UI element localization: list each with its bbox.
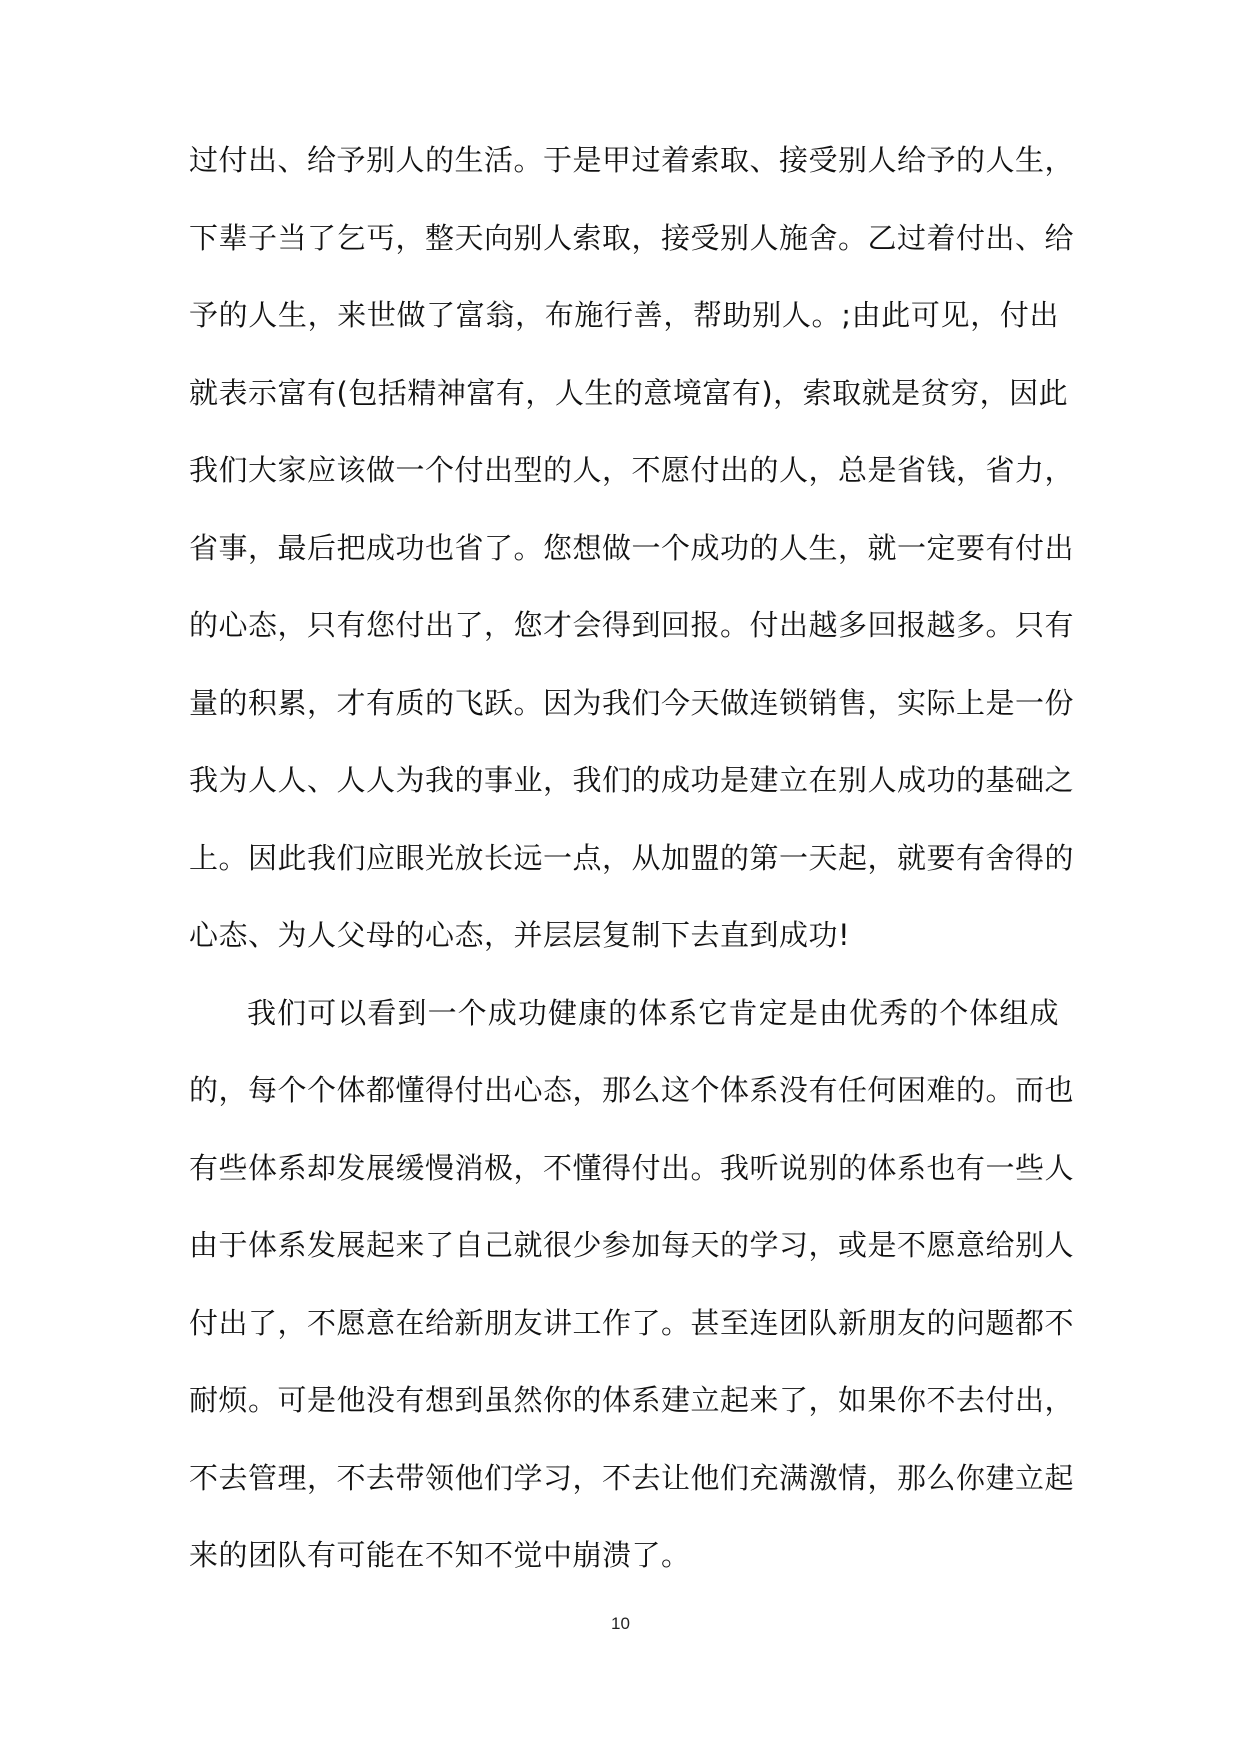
text-line: 来的团队有可能在不知不觉中崩溃了。 [189,1538,691,1572]
text-line: 我们大家应该做一个付出型的人，不愿付出的人，总是省钱，省力， [189,453,1075,487]
text-line: 的，每个个体都懂得付出心态，那么这个体系没有任何困难的。而也 [189,1073,1075,1107]
text-line: 付出了，不愿意在给新朋友讲工作了。甚至连团队新朋友的问题都不 [189,1305,1075,1340]
text-line: 的心态，只有您付出了，您才会得到回报。付出越多回报越多。只有 [189,608,1075,642]
text-line: 省事，最后把成功也省了。您想做一个成功的人生，就一定要有付出 [189,530,1075,565]
page-number: 10 [611,1614,630,1633]
paragraph-first-line: 我们可以看到一个成功健康的体系它肯定是由优秀的个体组成 [247,995,1059,1030]
text-line: 上。因此我们应眼光放长远一点，从加盟的第一天起，就要有舍得的 [189,840,1075,875]
text-line: 心态、为人父母的心态，并层层复制下去直到成功! [189,918,851,952]
text-line: 就表示富有(包括精神富有，人生的意境富有)，索取就是贫穷，因此 [189,375,1069,410]
text-line: 予的人生，来世做了富翁，布施行善，帮助别人。;由此可见，付出 [189,298,1059,332]
text-line: 有些体系却发展缓慢消极，不懂得付出。我听说别的体系也有一些人 [189,1150,1075,1185]
text-line: 过付出、给予别人的生活。于是甲过着索取、接受别人给予的人生， [189,143,1075,177]
text-line: 由于体系发展起来了自己就很少参加每天的学习，或是不愿意给别人 [189,1228,1075,1262]
text-line: 下辈子当了乞丐，整天向别人索取，接受别人施舍。乙过着付出、给 [189,220,1075,255]
text-line: 量的积累，才有质的飞跃。因为我们今天做连锁销售，实际上是一份 [189,685,1075,720]
text-line: 我为人人、人人为我的事业，我们的成功是建立在别人成功的基础之 [189,763,1075,797]
text-line: 不去管理，不去带领他们学习，不去让他们充满激情，那么你建立起 [189,1460,1075,1495]
text-line: 耐烦。可是他没有想到虽然你的体系建立起来了，如果你不去付出， [189,1383,1075,1417]
body-text [189,122,1075,1595]
